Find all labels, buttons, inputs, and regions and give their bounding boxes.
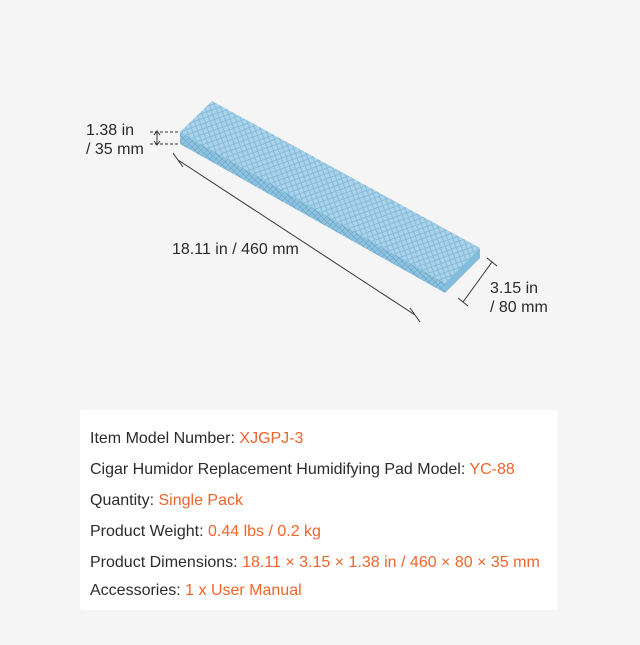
width-label-line2: / 80 mm [490,299,548,316]
spec-label: Item Model Number: [90,430,235,447]
length-dimension-label: 18.11 in / 460 mm [172,241,299,258]
spec-value: 1 x User Manual [185,582,302,599]
width-dimension-label [490,279,548,317]
spec-card [80,410,558,610]
spec-row-quantity [90,490,243,512]
spec-label: Accessories: [90,582,181,599]
spec-label: Product Dimensions: [90,554,238,571]
spec-row-weight [90,521,321,543]
spec-value: Single Pack [158,492,243,509]
spec-row-accessories [90,580,302,602]
spec-label: Product Weight: [90,523,208,540]
spec-value: 18.11 × 3.15 × 1.38 in / 460 × 80 × 35 mm [242,554,540,571]
spec-value: XJGPJ-3 [239,430,304,447]
height-label-line2: / 35 mm [86,141,144,158]
spec-row-dimensions [90,552,540,574]
spec-label: Quantity: [90,492,155,509]
height-dimension-label [86,121,144,159]
width-label-line1: 3.15 in [490,280,539,297]
height-label-line1: 1.38 in [86,122,135,139]
spec-value: YC-88 [469,461,515,478]
height-dimension-line [150,131,178,145]
spec-value: 0.44 lbs / 0.2 kg [207,523,321,540]
spec-row-pad-model [90,459,515,481]
spec-row-model-number [90,428,303,450]
spec-label: Cigar Humidor Replacement Humidifying Pad Model: [90,461,466,478]
